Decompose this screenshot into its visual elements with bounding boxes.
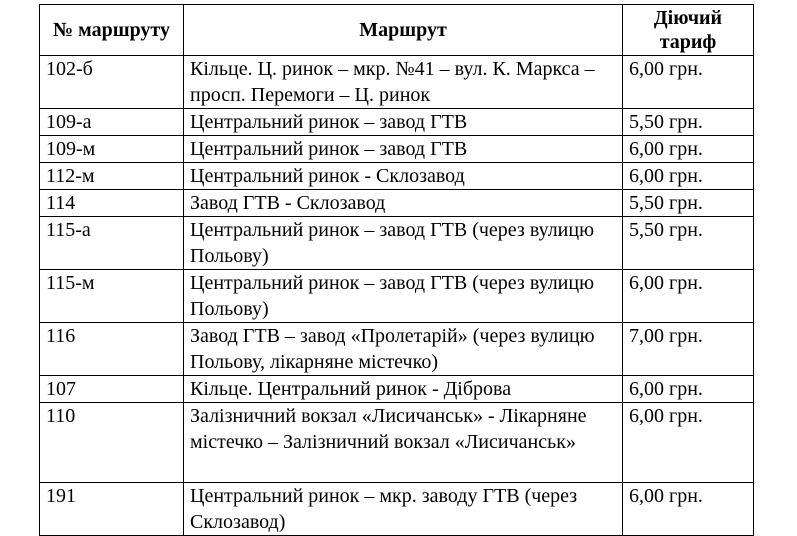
table-row xyxy=(40,270,754,323)
route-number-cell: 110 xyxy=(40,403,184,483)
route-description-cell: Центральний ринок – завод ГТВ xyxy=(184,136,623,163)
table-row xyxy=(40,163,754,190)
table-row xyxy=(40,56,754,109)
header-route-number: № маршруту xyxy=(40,5,184,56)
tariff-cell: 6,00 грн. xyxy=(623,136,754,163)
route-number-cell: 115-м xyxy=(40,270,184,323)
route-description-cell: Кільце. Ц. ринок – мкр. №41 – вул. К. Маркса – просп. Перемоги – Ц. ринок xyxy=(184,56,623,109)
tariff-cell: 7,00 грн. xyxy=(623,323,754,376)
tariff-cell: 6,00 грн. xyxy=(623,56,754,109)
header-row xyxy=(40,5,754,56)
table-row xyxy=(40,323,754,376)
route-description-cell: Завод ГТВ – завод «Пролетарій» (через вулицю Польову, лікарняне містечко) xyxy=(184,323,623,376)
tariff-cell: 6,00 грн. xyxy=(623,376,754,403)
header-route: Маршрут xyxy=(184,5,623,56)
route-description-cell: Кільце. Центральний ринок - Діброва xyxy=(184,376,623,403)
route-number-cell: 112-м xyxy=(40,163,184,190)
table-row xyxy=(40,109,754,136)
table-row xyxy=(40,190,754,217)
route-description-cell: Центральний ринок – завод ГТВ xyxy=(184,109,623,136)
routes-tariff-table xyxy=(39,4,754,536)
route-number-cell: 115-а xyxy=(40,217,184,270)
route-description-cell: Залізничний вокзал «Лисичанськ» - Лікарняне містечко – Залізничний вокзал «Лисичанськ» xyxy=(184,403,623,483)
table-row xyxy=(40,136,754,163)
table-row xyxy=(40,217,754,270)
tariff-cell: 5,50 грн. xyxy=(623,190,754,217)
header-tariff: Діючий тариф xyxy=(623,5,754,56)
route-number-cell: 109-а xyxy=(40,109,184,136)
tariff-cell: 6,00 грн. xyxy=(623,403,754,483)
route-description-cell: Центральний ринок – мкр. заводу ГТВ (через Склозавод) xyxy=(184,483,623,536)
route-description-cell: Центральний ринок – завод ГТВ (через вулицю Польову) xyxy=(184,217,623,270)
route-number-cell: 107 xyxy=(40,376,184,403)
route-number-cell: 109-м xyxy=(40,136,184,163)
route-number-cell: 114 xyxy=(40,190,184,217)
route-description-cell: Центральний ринок - Склозавод xyxy=(184,163,623,190)
tariff-cell: 6,00 грн. xyxy=(623,163,754,190)
route-description-cell: Завод ГТВ - Склозавод xyxy=(184,190,623,217)
tariff-cell: 6,00 грн. xyxy=(623,270,754,323)
route-number-cell: 191 xyxy=(40,483,184,536)
table-row xyxy=(40,403,754,483)
tariff-cell: 5,50 грн. xyxy=(623,217,754,270)
route-description-cell: Центральний ринок – завод ГТВ (через вулицю Польову) xyxy=(184,270,623,323)
tariff-cell: 5,50 грн. xyxy=(623,109,754,136)
route-number-cell: 116 xyxy=(40,323,184,376)
route-number-cell: 102-б xyxy=(40,56,184,109)
table-row xyxy=(40,376,754,403)
tariff-cell: 6,00 грн. xyxy=(623,483,754,536)
table-row xyxy=(40,483,754,536)
